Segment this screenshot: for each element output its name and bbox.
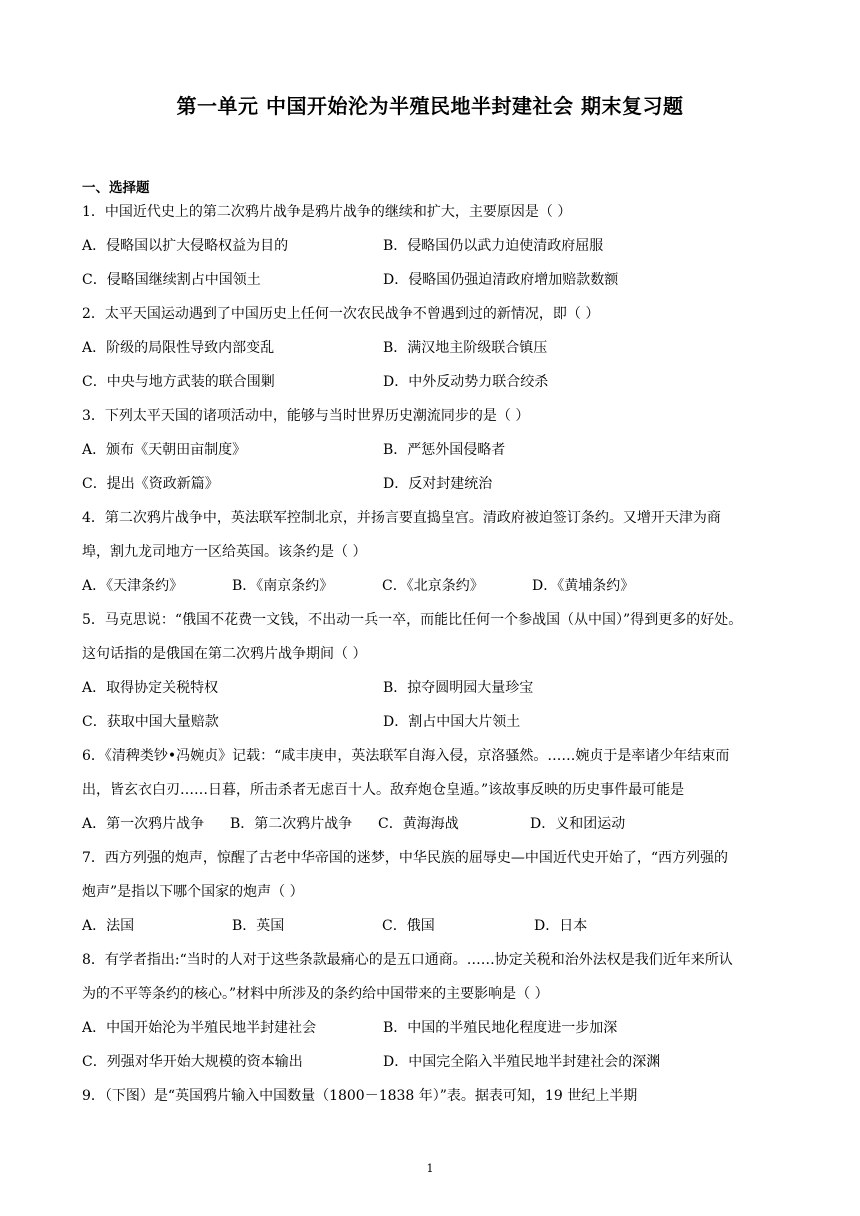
question-8-options <box>82 1016 782 1050</box>
option-d: D．日本 <box>534 918 588 934</box>
question-8-options <box>82 1050 782 1084</box>
question-7-stem-line-2: 炮声”是指以下哪个国家的炮声（ ） <box>82 884 304 900</box>
question-3-stem: 3．下列太平天国的诸项活动中，能够与当时世界历史潮流同步的是（ ） <box>82 408 530 424</box>
option-c: C．黄海海战 <box>378 816 459 832</box>
question-2-stem: 2．太平天国运动遇到了中国历史上任何一次农民战争不曾遇到过的新情况，即（ ） <box>82 306 600 322</box>
option-a: A．法国 <box>82 918 135 934</box>
question-2-options <box>82 336 782 370</box>
option-a: A．中国开始沦为半殖民地半封建社会 <box>82 1020 317 1036</box>
option-c: C．《北京条约》 <box>382 578 484 594</box>
option-a: A．取得协定关税特权 <box>82 680 219 696</box>
option-d: D．侵略国仍强迫清政府增加赔款数额 <box>383 272 619 288</box>
question-8-stem-line-1: 8．有学者指出:“当时的人对于这些条款最痛心的是五口通商。……协定关税和治外法权是我们近年来所认 <box>82 952 733 968</box>
option-b: B．第二次鸦片战争 <box>230 816 353 832</box>
option-b: B．满汉地主阶级联合镇压 <box>383 340 548 356</box>
question-list <box>82 200 782 1118</box>
question-1-stem: 1．中国近代史上的第二次鸦片战争是鸦片战争的继续和扩大，主要原因是（ ） <box>82 204 572 220</box>
option-a: A．颁布《天朝田亩制度》 <box>82 442 247 458</box>
option-d: D．义和团运动 <box>530 816 626 832</box>
question-5-options <box>82 676 782 710</box>
option-d: D．《黄埔条约》 <box>532 578 635 594</box>
option-c: C．列强对华开始大规模的资本输出 <box>82 1054 303 1070</box>
question-3-options <box>82 438 782 472</box>
document-title: 第一单元 中国开始沦为半殖民地半封建社会 期末复习题 <box>176 94 684 118</box>
question-7-options <box>82 914 782 948</box>
option-a: A．第一次鸦片战争 <box>82 816 205 832</box>
question-2-options <box>82 370 782 404</box>
option-b: B．掠夺圆明园大量珍宝 <box>383 680 534 696</box>
option-c: C．侵略国继续割占中国领土 <box>82 272 261 288</box>
question-6-options <box>82 812 782 846</box>
question-6-stem-line-2: 出，皆玄衣白刃……日暮，所击杀者无虑百十人。敌弃炮仓皇遁。”该故事反映的历史事件最可能是 <box>82 782 685 798</box>
section-heading: 一、选择题 <box>82 180 150 196</box>
option-b: B．侵略国仍以武力迫使清政府屈服 <box>383 238 604 254</box>
question-1-options <box>82 268 782 302</box>
page-number: 1 <box>426 1162 434 1175</box>
option-b: B．《南京条约》 <box>232 578 334 594</box>
option-a: A．《天津条约》 <box>82 578 184 594</box>
option-c: C．提出《资政新篇》 <box>82 476 219 492</box>
question-4-stem-line-1: 4．第二次鸦片战争中，英法联军控制北京，并扬言要直捣皇宫。清政府被迫签订条约。又增开天津为商 <box>82 510 721 526</box>
option-d: D．割占中国大片领土 <box>383 714 521 730</box>
question-8-stem-line-2: 为的不平等条约的核心。”材料中所涉及的条约给中国带来的主要影响是（ ） <box>82 986 549 1002</box>
question-9-stem: 9．（下图）是“英国鸦片输入中国数量（1800－1838 年）”表。据表可知，19 世纪上半期 <box>82 1088 638 1104</box>
option-b: B．英国 <box>232 918 285 934</box>
question-5-stem-line-2: 这句话指的是俄国在第二次鸦片战争期间（ ） <box>82 646 367 662</box>
question-6-stem-line-1: 6．《清稗类钞•冯婉贞》记载：“咸丰庚申，英法联军自海入侵，京洛骚然。……婉贞于是率诸少年结束而 <box>82 748 730 764</box>
option-c: C．俄国 <box>382 918 435 934</box>
question-5-options <box>82 710 782 744</box>
option-d: D．中国完全陷入半殖民地半封建社会的深渊 <box>383 1054 661 1070</box>
option-a: A．阶级的局限性导致内部变乱 <box>82 340 275 356</box>
question-4-stem-line-2: 埠，割九龙司地方一区给英国。该条约是（ ） <box>82 544 367 560</box>
option-b: B．严惩外国侵略者 <box>383 442 506 458</box>
question-1-options <box>82 234 782 268</box>
option-c: C．获取中国大量赔款 <box>82 714 219 730</box>
option-b: B．中国的半殖民地化程度进一步加深 <box>383 1020 618 1036</box>
option-d: D．中外反动势力联合绞杀 <box>383 374 549 390</box>
option-d: D．反对封建统治 <box>383 476 493 492</box>
question-5-stem-line-1: 5．马克思说：“俄国不花费一文钱，不出动一兵一卒，而能比任何一个参战国（从中国）”得到更多的好处。 <box>82 612 743 628</box>
option-a: A．侵略国以扩大侵略权益为目的 <box>82 238 289 254</box>
option-c: C．中央与地方武装的联合围剿 <box>82 374 275 390</box>
question-7-stem-line-1: 7．西方列强的炮声，惊醒了古老中华帝国的迷梦，中华民族的屈辱史—中国近代史开始了，“西方列强的 <box>82 850 729 866</box>
question-4-options <box>82 574 782 608</box>
question-3-options <box>82 472 782 506</box>
